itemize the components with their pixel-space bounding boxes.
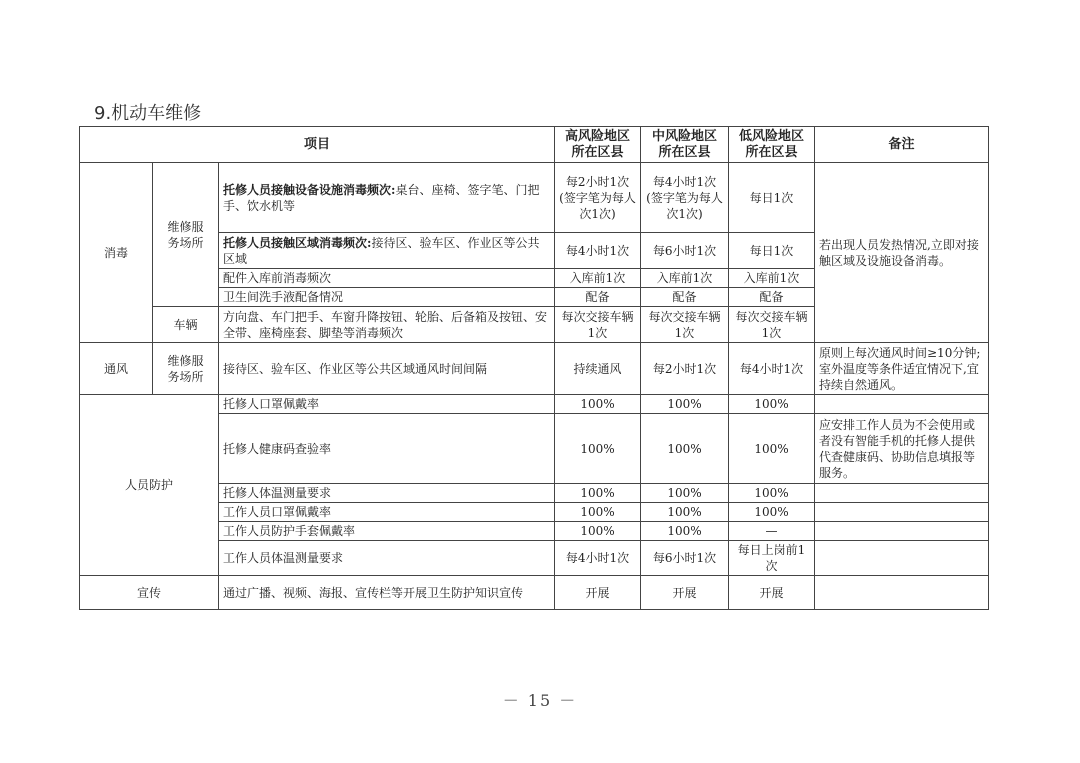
high-risk-cell: 每4小时1次 — [555, 541, 641, 576]
category-disinfection: 消毒 — [80, 163, 153, 343]
note-cell — [815, 541, 989, 576]
category-publicity: 宣传 — [80, 576, 219, 610]
subcategory-service-site: 维修服 务场所 — [153, 163, 219, 307]
note-cell: 若出现人员发热情况,立即对接触区域及设施设备消毒。 — [815, 163, 989, 343]
mid-risk-cell: 入库前1次 — [641, 269, 729, 288]
header-mid-risk: 中风险地区 所在区县 — [641, 127, 729, 163]
header-item: 项目 — [80, 127, 555, 163]
page-number: － 15 － — [502, 691, 578, 710]
high-risk-cell: 100% — [555, 395, 641, 414]
high-risk-cell: 入库前1次 — [555, 269, 641, 288]
item-cell: 托修人健康码查验率 — [219, 414, 555, 484]
note-cell — [815, 576, 989, 610]
mid-risk-cell: 每4小时1次(签字笔为每人次1次) — [641, 163, 729, 233]
high-risk-cell: 每2小时1次(签字笔为每人次1次) — [555, 163, 641, 233]
item-cell: 配件入库前消毒频次 — [219, 269, 555, 288]
subcategory-service-site: 维修服 务场所 — [153, 343, 219, 395]
item-cell: 托修人体温测量要求 — [219, 484, 555, 503]
header-high-risk: 高风险地区 所在区县 — [555, 127, 641, 163]
item-cell: 工作人员口罩佩戴率 — [219, 503, 555, 522]
note-cell: 原则上每次通风时间≥10分钟;室外温度等条件适宜情况下,宜持续自然通风。 — [815, 343, 989, 395]
item-cell: 卫生间洗手液配备情况 — [219, 288, 555, 307]
high-risk-cell: 100% — [555, 522, 641, 541]
note-cell — [815, 395, 989, 414]
table-row — [80, 343, 989, 395]
low-risk-cell: 100% — [729, 395, 815, 414]
mid-risk-cell: 100% — [641, 484, 729, 503]
note-cell — [815, 522, 989, 541]
low-risk-cell: 每日1次 — [729, 163, 815, 233]
category-protection: 人员防护 — [80, 395, 219, 576]
table-row — [80, 163, 989, 233]
item-cell: 托修人口罩佩戴率 — [219, 395, 555, 414]
item-cell: 方向盘、车门把手、车窗升降按钮、轮胎、后备箱及按钮、安全带、座椅座套、脚垫等消毒频次 — [219, 307, 555, 343]
mid-risk-cell: 100% — [641, 503, 729, 522]
high-risk-cell: 开展 — [555, 576, 641, 610]
low-risk-cell: 入库前1次 — [729, 269, 815, 288]
high-risk-cell: 配备 — [555, 288, 641, 307]
header-row — [80, 127, 989, 163]
mid-risk-cell: 100% — [641, 522, 729, 541]
item-cell: 通过广播、视频、海报、宣传栏等开展卫生防护知识宣传 — [219, 576, 555, 610]
mid-risk-cell: 每6小时1次 — [641, 541, 729, 576]
high-risk-cell: 每4小时1次 — [555, 233, 641, 269]
low-risk-cell: 开展 — [729, 576, 815, 610]
maintenance-table — [79, 126, 989, 610]
mid-risk-cell: 每2小时1次 — [641, 343, 729, 395]
mid-risk-cell: 100% — [641, 395, 729, 414]
low-risk-cell: 每日上岗前1次 — [729, 541, 815, 576]
mid-risk-cell: 每6小时1次 — [641, 233, 729, 269]
high-risk-cell: 持续通风 — [555, 343, 641, 395]
item-cell: 托修人员接触区域消毒频次:接待区、验车区、作业区等公共区域 — [219, 233, 555, 269]
low-risk-cell: 配备 — [729, 288, 815, 307]
header-low-risk: 低风险地区 所在区县 — [729, 127, 815, 163]
category-ventilation: 通风 — [80, 343, 153, 395]
low-risk-cell: 每次交接车辆1次 — [729, 307, 815, 343]
section-title: 9.机动车维修 — [94, 103, 202, 124]
high-risk-cell: 每次交接车辆1次 — [555, 307, 641, 343]
low-risk-cell: — — [729, 522, 815, 541]
high-risk-cell: 100% — [555, 484, 641, 503]
item-cell: 工作人员防护手套佩戴率 — [219, 522, 555, 541]
mid-risk-cell: 开展 — [641, 576, 729, 610]
high-risk-cell: 100% — [555, 414, 641, 484]
item-cell: 接待区、验车区、作业区等公共区域通风时间间隔 — [219, 343, 555, 395]
low-risk-cell: 每4小时1次 — [729, 343, 815, 395]
table-row — [80, 395, 989, 414]
mid-risk-cell: 配备 — [641, 288, 729, 307]
item-cell: 托修人员接触设备设施消毒频次:桌台、座椅、签字笔、门把手、饮水机等 — [219, 163, 555, 233]
mid-risk-cell: 每次交接车辆1次 — [641, 307, 729, 343]
subcategory-vehicle: 车辆 — [153, 307, 219, 343]
header-note: 备注 — [815, 127, 989, 163]
note-cell: 应安排工作人员为不会使用或者没有智能手机的托修人提供代查健康码、协助信息填报等服务。 — [815, 414, 989, 484]
item-cell: 工作人员体温测量要求 — [219, 541, 555, 576]
low-risk-cell: 100% — [729, 503, 815, 522]
note-cell — [815, 503, 989, 522]
low-risk-cell: 100% — [729, 484, 815, 503]
table-row — [80, 576, 989, 610]
low-risk-cell: 100% — [729, 414, 815, 484]
high-risk-cell: 100% — [555, 503, 641, 522]
mid-risk-cell: 100% — [641, 414, 729, 484]
note-cell — [815, 484, 989, 503]
low-risk-cell: 每日1次 — [729, 233, 815, 269]
